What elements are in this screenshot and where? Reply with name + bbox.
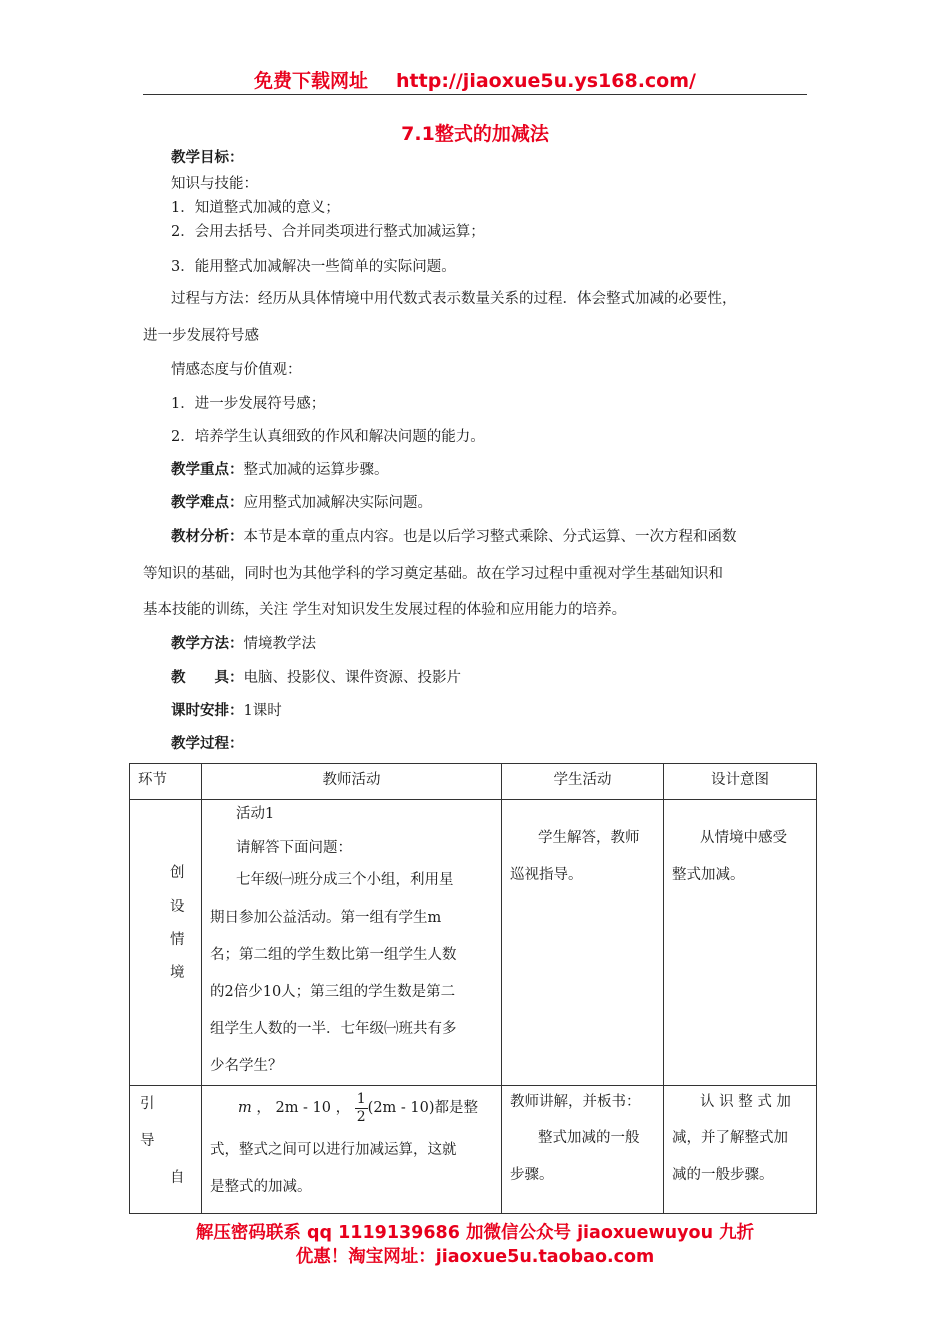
key-point bbox=[171, 460, 389, 480]
page-header bbox=[143, 66, 807, 93]
expr-2m-10: 2m - 10 bbox=[275, 1100, 332, 1116]
tools-label: 教 具： bbox=[171, 669, 244, 686]
emotion-item-1: 1．进一步发展符号感； bbox=[171, 396, 326, 412]
teaching-method bbox=[171, 634, 316, 654]
teacher-activity-cell: 活动1 请解答下面问题： 七年级㈠班分成三个小组，利用星 期日参加公益活动。第一组有学生m 名；第二组的学生数比第一组学生人数 的2倍少10人；第三组的学生数是第二 组学生人数的一半．七年级㈠班共有多 少名学生？ bbox=[202, 800, 502, 1086]
design-intent-cell: 认 识 整 式 加 减，并了解整式加 减的一般步骤。 bbox=[664, 1086, 817, 1214]
stage-cell: 引 导 自 bbox=[130, 1086, 202, 1214]
expr-m: m bbox=[238, 1100, 252, 1116]
header-cell-student: 学生活动 bbox=[502, 764, 664, 800]
process-method-line-2: 进一步发展符号感 bbox=[143, 328, 259, 344]
difficulty bbox=[171, 493, 432, 513]
schedule-label: 课时安排： bbox=[171, 702, 244, 719]
lesson-process-table bbox=[129, 763, 817, 1214]
schedule bbox=[171, 701, 282, 721]
analysis-text-1: 本节是本章的重点内容。也是以后学习整式乘除、分式运算、一次方程和函数 bbox=[243, 529, 737, 545]
process-heading: 教学过程： bbox=[171, 735, 244, 752]
student-activity-cell: 教师讲解，并板书： 整式加减的一般 步骤。 bbox=[502, 1086, 664, 1214]
emotion-item-2: 2．培养学生认真细致的作风和解决问题的能力。 bbox=[171, 429, 485, 445]
header-cell-intent: 设计意图 bbox=[664, 764, 817, 800]
process-method-line-1: 过程与方法：经历从具体情境中用代数式表示数量关系的过程．体会整式加减的必要性， bbox=[171, 291, 737, 307]
analysis-line-1 bbox=[171, 527, 737, 547]
knowledge-item-1: 1．知道整式加减的意义； bbox=[171, 200, 340, 216]
formula-tail: 都是整 bbox=[434, 1100, 479, 1116]
analysis-line-2: 等知识的基础，同时也为其他学科的学习奠定基础。故在学习过程中重视对学生基础知识和 bbox=[143, 566, 723, 582]
method-text: 情境教学法 bbox=[243, 636, 316, 652]
knowledge-item-2: 2．会用去括号、合并同类项进行整式加减运算； bbox=[171, 224, 485, 240]
knowledge-heading: 知识与技能： bbox=[171, 176, 258, 192]
knowledge-item-3: 3．能用整式加减解决一些简单的实际问题。 bbox=[171, 259, 456, 275]
difficulty-label: 教学难点： bbox=[171, 494, 244, 511]
formula-line: m ， 2m - 10 ， $\frac{1}{2}$ (2m - 10)都是整 bbox=[238, 1090, 479, 1125]
analysis-label: 教材分析： bbox=[171, 528, 244, 545]
footer-line-2: 优惠！淘宝网址：jiaoxue5u.taobao.com bbox=[295, 1247, 655, 1267]
emotion-heading: 情感态度与价值观： bbox=[171, 362, 302, 378]
header-url-link[interactable]: http://jiaoxue5u.ys168.com/ bbox=[396, 70, 696, 92]
header-cell-teacher: 教师活动 bbox=[202, 764, 502, 800]
table-row bbox=[130, 1086, 817, 1214]
header-label: 免费下载网址 bbox=[254, 70, 369, 92]
objectives-heading: 教学目标： bbox=[171, 149, 244, 166]
fraction-one-half: $\frac{1}{2}$ bbox=[356, 1090, 366, 1125]
expr-paren: (2m - 10) bbox=[367, 1100, 435, 1116]
header-divider bbox=[143, 94, 807, 95]
key-point-text: 整式加减的运算步骤。 bbox=[243, 462, 389, 478]
table-row bbox=[130, 800, 817, 1086]
difficulty-text: 应用整式加减解决实际问题。 bbox=[243, 495, 432, 511]
teacher-activity-cell: m ， 2m - 10 ， $\frac{1}{2}$ (2m - 10)都是整 式，整式之间可以进行加减运算，这就 是整式的加减。 bbox=[202, 1086, 502, 1214]
analysis-line-3: 基本技能的训练，关注 学生对知识发生发展过程的体验和应用能力的培养。 bbox=[143, 602, 627, 618]
student-activity-cell: 学生解答，教师 巡视指导。 bbox=[502, 800, 664, 1086]
key-point-label: 教学重点： bbox=[171, 461, 244, 478]
schedule-text: 1课时 bbox=[243, 703, 282, 719]
stage-cell: 创 设 情 境 bbox=[130, 800, 202, 1086]
document-title: 7.1整式的加减法 bbox=[401, 123, 549, 145]
footer-line-1: 解压密码联系 qq 1119139686 加微信公众号 jiaoxuewuyou 九折 bbox=[195, 1223, 755, 1243]
header-cell-stage: 环节 bbox=[130, 764, 202, 800]
method-label: 教学方法： bbox=[171, 635, 244, 652]
tools-text: 电脑、投影仪、课件资源、投影片 bbox=[243, 670, 461, 686]
design-intent-cell: 从情境中感受 整式加减。 bbox=[664, 800, 817, 1086]
teaching-tools bbox=[171, 668, 461, 688]
table-header-row bbox=[130, 764, 817, 800]
